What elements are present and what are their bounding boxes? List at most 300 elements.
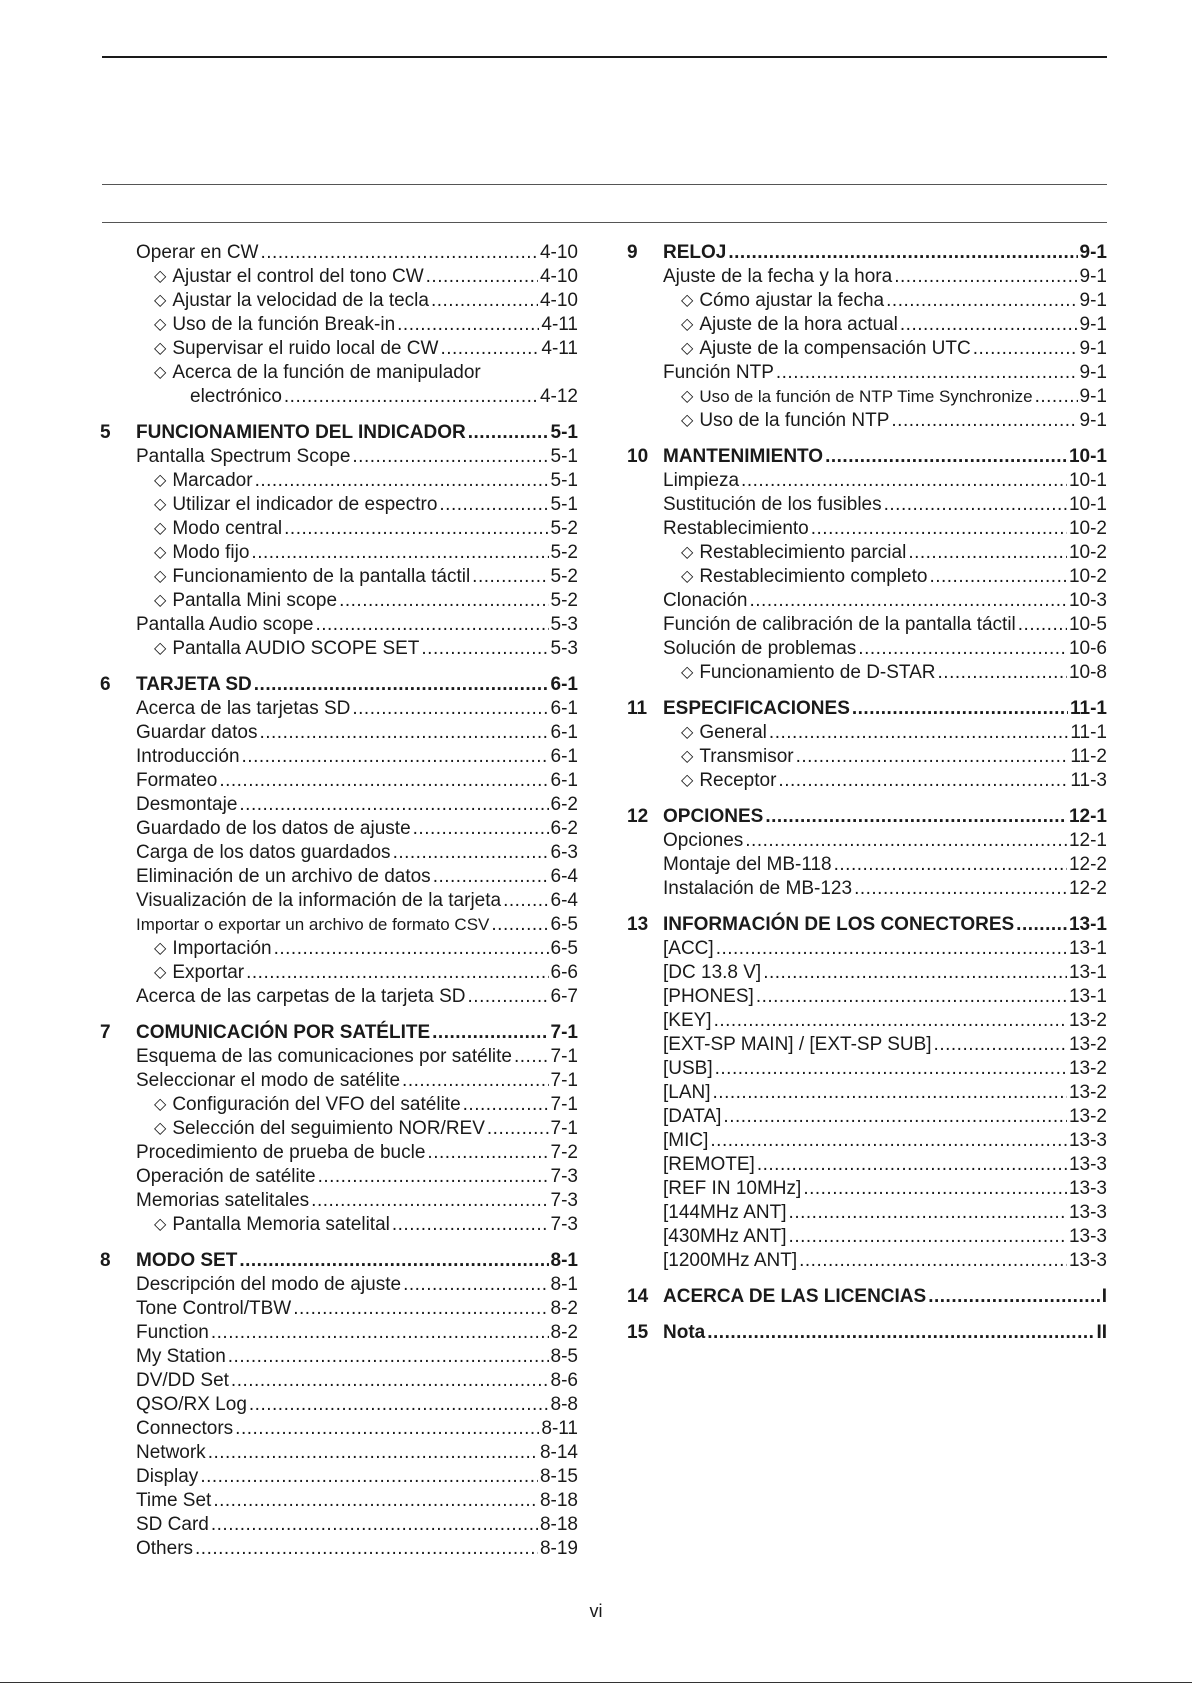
leader-dots (716, 937, 1067, 961)
leader-dots (213, 1489, 538, 1513)
leader-dots (235, 1417, 539, 1441)
leader-dots (432, 1021, 548, 1045)
toc-chapter-entry[interactable] (627, 241, 1107, 265)
toc-section-entry[interactable] (100, 1321, 578, 1345)
toc-section-entry[interactable] (627, 1177, 1107, 1201)
leader-dots (255, 469, 549, 493)
toc-section-entry[interactable] (100, 1045, 578, 1069)
page-ref: 5-3 (550, 614, 578, 635)
leader-dots (811, 517, 1067, 541)
leader-dots (228, 1345, 549, 1369)
toc-section-entry[interactable] (627, 1057, 1107, 1081)
page-ref: 7-2 (550, 1142, 578, 1163)
entry-title: Desmontaje (136, 794, 238, 815)
toc-chapter-entry[interactable] (627, 913, 1107, 937)
toc-section-entry[interactable] (100, 1441, 578, 1465)
page-ref: 13-3 (1068, 1226, 1107, 1247)
page-ref: 6-4 (550, 866, 578, 887)
toc-section-entry[interactable] (627, 469, 1107, 493)
entry-title: OPCIONES (663, 806, 764, 827)
toc-section-entry[interactable] (100, 865, 578, 889)
toc-subsection-entry[interactable] (627, 721, 1107, 745)
toc-section-entry[interactable] (627, 1033, 1107, 1057)
toc-section-entry[interactable] (627, 985, 1107, 1009)
page-ref: 10-5 (1068, 614, 1107, 635)
leader-dots (463, 1093, 549, 1117)
page-ref: 5-2 (550, 566, 578, 587)
toc-section-entry[interactable] (627, 853, 1107, 877)
page-ref: 9-1 (1079, 362, 1107, 383)
entry-title: Memorias satelitales (136, 1190, 310, 1211)
entry-title: Montaje del MB-118 (663, 854, 832, 875)
toc-subsection-entry[interactable] (100, 289, 578, 313)
entry-title: Modo fijo (172, 542, 250, 563)
page-ref: 6-5 (550, 938, 578, 959)
toc-subsection-entry[interactable] (100, 1093, 578, 1117)
toc-subsection-entry[interactable] (100, 961, 578, 985)
leader-dots (713, 1081, 1067, 1105)
entry-title: Funcionamiento de la pantalla táctil (172, 566, 471, 587)
toc-section-entry[interactable] (627, 961, 1107, 985)
entry-title: ESPECIFICACIONES (663, 698, 850, 719)
entry-title: Guardar datos (136, 722, 258, 743)
toc-section-entry[interactable] (100, 841, 578, 865)
diamond-outline-icon: ◇ (154, 520, 167, 537)
diamond-outline-icon: ◇ (681, 340, 694, 357)
toc-chapter-entry[interactable] (627, 697, 1107, 721)
toc-section-entry[interactable] (100, 793, 578, 817)
leader-dots (311, 1189, 548, 1213)
toc-subsection-entry[interactable] (627, 745, 1107, 769)
page-ref: 9-1 (1079, 338, 1107, 359)
toc-section-entry[interactable] (100, 913, 578, 937)
leader-dots (714, 1009, 1067, 1033)
toc-chapter-entry[interactable] (100, 421, 578, 445)
toc-section-entry[interactable] (100, 1069, 578, 1093)
page-ref: 13-2 (1068, 1058, 1107, 1079)
page-ref: 4-11 (541, 314, 578, 335)
leader-dots (403, 1273, 548, 1297)
leader-dots (468, 421, 549, 445)
leader-dots (741, 469, 1067, 493)
leader-dots (803, 1177, 1067, 1201)
page-ref: 8-15 (539, 1466, 578, 1487)
diamond-outline-icon: ◇ (154, 292, 167, 309)
page-ref: 6-7 (550, 986, 578, 1007)
toc-subsection-entry[interactable] (100, 1213, 578, 1237)
toc-subsection-entry[interactable] (100, 313, 578, 337)
toc-section-entry[interactable] (100, 1165, 578, 1189)
chapter-number: 15 (627, 1322, 649, 1343)
toc-section-entry[interactable] (627, 937, 1107, 961)
page-ref: 12-1 (1068, 830, 1107, 851)
leader-dots (472, 565, 548, 589)
toc-section-entry[interactable] (100, 1297, 578, 1321)
page-ref: 7-1 (550, 1046, 578, 1067)
toc-section-entry[interactable] (627, 1201, 1107, 1225)
toc-section-entry[interactable] (100, 1393, 578, 1417)
leader-dots (211, 1321, 549, 1345)
page-ref: 8-18 (539, 1490, 578, 1511)
leader-dots (1018, 613, 1067, 637)
page-ref: 9-1 (1079, 290, 1107, 311)
leader-dots (710, 1129, 1067, 1153)
entry-title: DV/DD Set (136, 1370, 229, 1391)
toc-section-entry[interactable] (100, 1489, 578, 1513)
leader-dots (249, 1393, 549, 1417)
page-ref: 5-2 (550, 590, 578, 611)
entry-title: Cómo ajustar la fecha (699, 290, 885, 311)
page-ref: 7-1 (550, 1118, 578, 1139)
entry-title: Pantalla AUDIO SCOPE SET (172, 638, 420, 659)
entry-title: Visualización de la información de la tarjeta (136, 890, 502, 911)
entry-title: Selección del seguimiento NOR/REV (172, 1118, 485, 1139)
toc-section-entry[interactable] (627, 877, 1107, 901)
toc-subsection-entry[interactable] (100, 361, 578, 385)
toc-chapter-entry[interactable] (627, 1321, 1107, 1345)
leader-dots (393, 841, 549, 865)
leader-dots (195, 1537, 538, 1561)
page-number: vi (589, 1601, 603, 1621)
leader-dots (776, 361, 1078, 385)
page-ref: 6-5 (550, 914, 578, 935)
toc-section-entry[interactable] (100, 1513, 578, 1537)
toc-section-entry[interactable] (627, 1129, 1107, 1153)
page-ref: 13-3 (1068, 1178, 1107, 1199)
leader-dots (503, 889, 548, 913)
page-ref: 9-1 (1079, 410, 1107, 431)
leader-dots (858, 637, 1067, 661)
entry-title: [MIC] (663, 1130, 709, 1151)
diamond-outline-icon: ◇ (154, 592, 167, 609)
toc-subsection-entry[interactable] (627, 289, 1107, 313)
toc-section-entry[interactable] (627, 361, 1107, 385)
toc-section-entry[interactable] (100, 889, 578, 913)
entry-title: Configuración del VFO del satélite (172, 1094, 461, 1115)
toc-section-entry[interactable] (627, 1249, 1107, 1273)
leader-dots (928, 1285, 1100, 1309)
toc-chapter-entry[interactable] (627, 805, 1107, 829)
toc-section-entry[interactable] (627, 1081, 1107, 1105)
page-ref: 5-1 (550, 422, 578, 443)
toc-subsection-entry[interactable] (100, 493, 578, 517)
leader-dots (468, 985, 549, 1009)
leader-dots (440, 337, 539, 361)
entry-title: [DC 13.8 V] (663, 962, 762, 983)
leader-dots (439, 493, 548, 517)
entry-title: Supervisar el ruido local de CW (172, 338, 439, 359)
entry-title: Función de calibración de la pantalla táctil (663, 614, 1016, 635)
leader-dots (934, 1033, 1067, 1057)
entry-title: Acerca de las tarjetas SD (136, 698, 351, 719)
leader-dots (231, 1369, 549, 1393)
diamond-outline-icon: ◇ (681, 544, 694, 561)
toc-section-entry[interactable] (100, 1273, 578, 1297)
toc-section-entry[interactable] (100, 697, 578, 721)
toc-chapter-entry[interactable] (100, 673, 578, 697)
entry-title: Transmisor (699, 746, 794, 767)
page-ref: 6-1 (550, 722, 578, 743)
toc-section-entry[interactable] (627, 613, 1107, 637)
toc-subsection-entry[interactable] (627, 385, 1107, 409)
toc-subsection-entry[interactable] (627, 313, 1107, 337)
diamond-outline-icon: ◇ (681, 388, 694, 405)
page-ref: 9-1 (1079, 266, 1107, 287)
entry-title: Restablecimiento (663, 518, 809, 539)
toc-chapter-entry[interactable] (100, 1021, 578, 1045)
entry-title: Carga de los datos guardados (136, 842, 391, 863)
leader-dots (973, 337, 1078, 361)
page-ref: 8-2 (550, 1322, 578, 1343)
entry-title: [LAN] (663, 1082, 711, 1103)
page-ref: 13-3 (1068, 1130, 1107, 1151)
toc-section-entry[interactable] (100, 1369, 578, 1393)
leader-dots (339, 589, 548, 613)
page-ref: 11-1 (1070, 722, 1107, 743)
diamond-outline-icon: ◇ (681, 568, 694, 585)
page-ref: 6-4 (550, 890, 578, 911)
page-ref: 8-19 (539, 1538, 578, 1559)
leader-dots (884, 493, 1067, 517)
toc-subsection-entry[interactable] (100, 541, 578, 565)
entry-title: Acerca de la función de manipulador (172, 362, 481, 383)
entry-title: TARJETA SD (136, 674, 252, 695)
toc-column-left (100, 241, 578, 1561)
leader-dots (315, 613, 548, 637)
leader-dots (259, 721, 548, 745)
entry-title: Uso de la función NTP (699, 410, 890, 431)
toc-section-entry[interactable] (100, 241, 578, 265)
toc-section-entry[interactable] (100, 1417, 578, 1441)
leader-dots (763, 961, 1067, 985)
page-ref: 10-6 (1068, 638, 1107, 659)
leader-dots (715, 1057, 1067, 1081)
page-ref: 13-3 (1068, 1250, 1107, 1271)
toc-section-entry[interactable] (627, 493, 1107, 517)
entry-title: Guardado de los datos de ajuste (136, 818, 411, 839)
leader-dots (1016, 913, 1067, 937)
page-ref: 9-1 (1079, 314, 1107, 335)
toc-section-entry[interactable] (627, 1009, 1107, 1033)
page-ref: 6-3 (550, 842, 578, 863)
entry-title: Uso de la función Break-in (172, 314, 396, 335)
entry-title: [PHONES] (663, 986, 754, 1007)
toc-section-entry[interactable] (100, 1141, 578, 1165)
toc-subsection-entry[interactable] (100, 337, 578, 361)
leader-dots (284, 517, 548, 541)
entry-title: [ACC] (663, 938, 714, 959)
leader-dots (487, 1117, 549, 1141)
page-ref: 10-3 (1068, 590, 1107, 611)
leader-dots (765, 805, 1067, 829)
leader-dots (886, 289, 1077, 313)
toc-chapter-entry[interactable] (100, 1249, 578, 1273)
entry-title: [144MHz ANT] (663, 1202, 787, 1223)
entry-title: MODO SET (136, 1250, 238, 1271)
leader-dots (208, 1441, 538, 1465)
page-ref: 5-1 (550, 470, 578, 491)
toc-section-entry[interactable] (100, 1465, 578, 1489)
page-ref: 11-1 (1070, 698, 1107, 719)
leader-dots (908, 541, 1067, 565)
toc-section-entry[interactable] (627, 1225, 1107, 1249)
toc-chapter-entry[interactable] (627, 1285, 1107, 1309)
entry-title: RELOJ (663, 242, 727, 263)
toc-subsection-entry[interactable] (100, 1117, 578, 1141)
entry-title: Modo central (172, 518, 283, 539)
entry-title: Others (136, 1538, 194, 1559)
entry-title: [USB] (663, 1058, 713, 1079)
toc-section-entry[interactable] (627, 265, 1107, 289)
toc-subsection-entry[interactable] (100, 265, 578, 289)
page-ref: 13-2 (1068, 1034, 1107, 1055)
diamond-outline-icon: ◇ (154, 1096, 167, 1113)
leader-dots (352, 445, 548, 469)
toc-section-entry[interactable] (100, 769, 578, 793)
entry-title: Funcionamiento de D-STAR (699, 662, 936, 683)
leader-dots (769, 721, 1068, 745)
entry-title: Instalación de MB-123 (663, 878, 853, 899)
diamond-outline-icon: ◇ (681, 748, 694, 765)
entry-title: Exportar (172, 962, 245, 983)
entry-title: Opciones (663, 830, 744, 851)
leader-dots (293, 1297, 548, 1321)
toc-subsection-entry[interactable] (627, 661, 1107, 685)
toc-subsection-entry[interactable] (100, 565, 578, 589)
toc-subsection-entry[interactable] (100, 637, 578, 661)
entry-title: Utilizar el indicador de espectro (172, 494, 438, 515)
leader-dots (894, 265, 1077, 289)
toc-section-entry[interactable] (100, 745, 578, 769)
page-ref: 10-2 (1068, 518, 1107, 539)
entry-title: electrónico (190, 386, 282, 407)
leader-dots (723, 1105, 1067, 1129)
diamond-outline-icon: ◇ (681, 292, 694, 309)
leader-dots (239, 1249, 548, 1273)
entry-title: Introducción (136, 746, 240, 767)
leader-dots (284, 385, 538, 409)
leader-dots (352, 697, 548, 721)
leader-dots (426, 265, 538, 289)
toc-subsection-entry[interactable] (627, 409, 1107, 433)
toc-subsection-entry[interactable] (100, 517, 578, 541)
leader-dots (750, 589, 1067, 613)
toc-subsection-entry[interactable] (627, 769, 1107, 793)
header-rule-upper (102, 184, 1107, 185)
entry-title: Formateo (136, 770, 218, 791)
page-ref: 13-3 (1068, 1202, 1107, 1223)
toc-subsection-entry[interactable] (100, 937, 578, 961)
toc-subsection-entry[interactable] (627, 337, 1107, 361)
page-ref: 6-1 (550, 746, 578, 767)
page-ref: 12-2 (1068, 854, 1107, 875)
toc-section-entry[interactable] (100, 385, 578, 409)
chapter-number: 9 (627, 242, 638, 263)
toc-section-entry[interactable] (100, 721, 578, 745)
diamond-outline-icon: ◇ (681, 724, 694, 741)
chapter-number: 11 (627, 698, 648, 719)
entry-title: MANTENIMIENTO (663, 446, 824, 467)
page-ref: 10-1 (1068, 446, 1107, 467)
diamond-outline-icon: ◇ (154, 364, 167, 381)
entry-title: Importación (172, 938, 272, 959)
diamond-outline-icon: ◇ (154, 1120, 167, 1137)
toc-section-entry[interactable] (627, 1153, 1107, 1177)
entry-title: [REMOTE] (663, 1154, 755, 1175)
entry-title: Nota (663, 1322, 706, 1343)
entry-title: My Station (136, 1346, 226, 1367)
entry-title: Pantalla Mini scope (172, 590, 338, 611)
page-ref: 4-10 (539, 290, 578, 311)
leader-dots (397, 313, 539, 337)
toc-section-entry[interactable] (100, 1537, 578, 1561)
toc-section-entry[interactable] (627, 637, 1107, 661)
chapter-number: 6 (100, 674, 111, 695)
toc-section-entry[interactable] (100, 445, 578, 469)
chapter-number: 14 (627, 1286, 649, 1307)
entry-title: INFORMACIÓN DE LOS CONECTORES (663, 914, 1015, 935)
leader-dots (431, 289, 538, 313)
toc-section-entry[interactable] (100, 1189, 578, 1213)
toc-section-entry[interactable] (100, 1345, 578, 1369)
toc-section-entry[interactable] (627, 589, 1107, 613)
entry-title: [430MHz ANT] (663, 1226, 787, 1247)
toc-subsection-entry[interactable] (100, 589, 578, 613)
page-ref: 4-11 (541, 338, 578, 359)
entry-title: Ajuste de la hora actual (699, 314, 898, 335)
toc-chapter-entry[interactable] (627, 445, 1107, 469)
leader-dots (789, 1201, 1067, 1225)
page-ref: 8-14 (539, 1442, 578, 1463)
entry-title: Importar o exportar un archivo de formato CSV (136, 915, 490, 934)
page-ref: 13-3 (1068, 1154, 1107, 1175)
toc-subsection-entry[interactable] (627, 565, 1107, 589)
toc-section-entry[interactable] (627, 517, 1107, 541)
page-ref: 8-8 (550, 1394, 578, 1415)
entry-title: ACERCA DE LAS LICENCIAS (663, 1286, 927, 1307)
toc-column-right (627, 241, 1107, 1345)
toc-subsection-entry[interactable] (100, 469, 578, 493)
toc-section-entry[interactable] (100, 817, 578, 841)
entry-title: Función NTP (663, 362, 774, 383)
toc-section-entry[interactable] (100, 613, 578, 637)
page-bottom-edge (0, 1682, 1192, 1683)
leader-dots (756, 985, 1067, 1009)
leader-dots (834, 853, 1067, 877)
page-ref: 4-10 (539, 266, 578, 287)
entry-title: Sustitución de los fusibles (663, 494, 882, 515)
toc-section-entry[interactable] (627, 1105, 1107, 1129)
page-ref: 5-2 (550, 518, 578, 539)
entry-title: [EXT-SP MAIN] / [EXT-SP SUB] (663, 1034, 932, 1055)
entry-title: COMUNICACIÓN POR SATÉLITE (136, 1022, 431, 1043)
toc-subsection-entry[interactable] (627, 541, 1107, 565)
diamond-outline-icon: ◇ (681, 772, 694, 789)
page-ref: 4-10 (539, 242, 578, 263)
toc-section-entry[interactable] (100, 985, 578, 1009)
entry-title: Eliminación de un archivo de datos (136, 866, 431, 887)
page-ref: 6-6 (550, 962, 578, 983)
entry-title: Function (136, 1322, 209, 1343)
entry-title: Acerca de las carpetas de la tarjeta SD (136, 986, 466, 1007)
toc-section-entry[interactable] (627, 829, 1107, 853)
leader-dots (854, 877, 1067, 901)
page-ref: 9-1 (1079, 242, 1107, 263)
diamond-outline-icon: ◇ (681, 664, 694, 681)
page-ref: 7-3 (550, 1166, 578, 1187)
leader-dots (825, 445, 1067, 469)
page-ref: 8-18 (539, 1514, 578, 1535)
